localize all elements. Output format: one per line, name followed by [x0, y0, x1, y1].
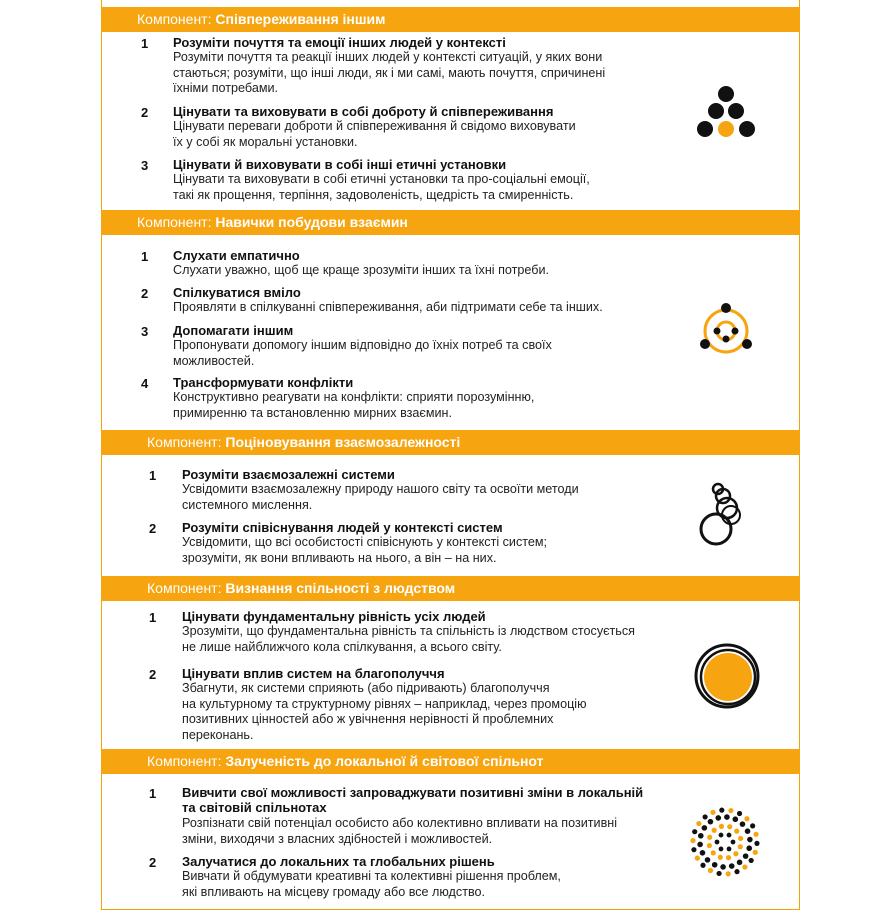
- component-prefix: Компонент:: [137, 214, 212, 230]
- item-number: 1: [141, 249, 149, 264]
- item-title: Розуміти співіснування людей у контексті систем: [182, 520, 503, 535]
- section-title: Співпереживання іншим: [215, 11, 386, 27]
- item-description: Розуміти почуття та реакції інших людей у контексті ситуацій, у яких вони стаються; розуміти, що інші люди, як і ми самі, мають почуття, спричинені їхніми потребами.: [173, 50, 606, 95]
- item-number: 2: [141, 105, 149, 120]
- item-description: Розпізнати свій потенціал особисто або колективно впливати на позитивні зміни, виходячи з власних здібностей і можливостей.: [182, 816, 618, 846]
- section-title: Визнання спільності з людством: [225, 580, 456, 596]
- item-number: 1: [141, 36, 149, 51]
- item-number: 2: [149, 855, 157, 870]
- item-title: Цінувати й виховувати в собі інші етичні установки: [173, 157, 507, 172]
- triad-circle-icon: [692, 298, 762, 362]
- dot-pyramid-icon: [692, 84, 762, 146]
- item-description: Зрозуміти, що фундаментальна рівність та спільність із людством стосується не лише найближчого кола спілкування, а всього світу.: [182, 624, 635, 654]
- linked-rings-icon: [696, 478, 752, 550]
- nested-circles-icon: [692, 640, 764, 712]
- component-prefix: Компонент:: [147, 580, 222, 596]
- item-title: Вивчити свої можливості запроваджувати позитивні зміни в локальній та світовій спільнотах: [182, 785, 644, 815]
- component-prefix: Компонент:: [147, 434, 222, 450]
- item-description: Цінувати та виховувати в собі етичні установки та про-соціальні емоції, такі як прощення, терпіння, задоволеність, щедрість та смиренність.: [173, 172, 590, 202]
- item-title: Спілкуватися вміло: [173, 285, 301, 300]
- item-description: Збагнути, як системи сприяють (або підривають) благополуччя на культурному та структурному рівнях – наприклад, через промоцію позитивних цінностей або ж увічнення нерівності й проблемних переконань.: [182, 681, 587, 742]
- item-title: Допомагати іншим: [173, 323, 294, 338]
- item-description: Вивчати й обдумувати креативні та колективні рішення проблем, які впливають на місцеву громаду або все людство.: [182, 869, 561, 899]
- item-title: Цінувати та виховувати в собі доброту й співпереживання: [173, 104, 554, 119]
- item-title: Цінувати фундаментальну рівність усіх людей: [182, 609, 486, 624]
- item-number: 3: [141, 324, 149, 339]
- section-title: Поціновування взаємозалежності: [225, 434, 461, 450]
- section-header: [101, 7, 800, 32]
- item-description: Конструктивно реагувати на конфлікти: сприяти порозумінню, примиренню та встановленню мирних взаємин.: [173, 390, 535, 420]
- item-number: 2: [149, 667, 157, 682]
- item-number: 2: [149, 521, 157, 536]
- section-header: [101, 749, 800, 774]
- item-number: 1: [149, 786, 157, 801]
- item-number: 3: [141, 158, 149, 173]
- section-title: Залученість до локальної й світової спільнот: [225, 753, 544, 769]
- item-title: Розуміти почуття та емоції інших людей у контексті: [173, 35, 506, 50]
- item-number: 2: [141, 286, 149, 301]
- item-description: Усвідомити взаємозалежну природу нашого світу та освоїти методи системного мислення.: [182, 482, 579, 512]
- section-header: [101, 430, 800, 455]
- dot-burst-icon: [690, 807, 760, 877]
- item-title: Цінувати вплив систем на благополуччя: [182, 666, 445, 681]
- item-description: Усвідомити, що всі особистості співіснують у контексті систем; зрозуміти, як вони впливають на нього, а він – на них.: [182, 535, 548, 565]
- section-title: Навички побудови взаємин: [215, 214, 408, 230]
- item-title: Трансформувати конфлікти: [173, 375, 354, 390]
- item-description: Слухати уважно, щоб ще краще зрозуміти інших та їхні потреби.: [173, 263, 550, 277]
- item-title: Слухати емпатично: [173, 248, 300, 263]
- component-prefix: Компонент:: [147, 753, 222, 769]
- item-number: 1: [149, 610, 157, 625]
- item-description: Пропонувати допомогу іншим відповідно до їхніх потреб та своїх можливостей.: [173, 338, 552, 368]
- section-header: [101, 210, 800, 235]
- item-number: 1: [149, 468, 157, 483]
- item-description: Цінувати переваги доброти й співпереживання й свідомо виховувати їх у собі як моральні установки.: [173, 119, 576, 149]
- item-title: Залучатися до локальних та глобальних рішень: [182, 854, 495, 869]
- section-header: [101, 576, 800, 601]
- item-title: Розуміти взаємозалежні системи: [182, 467, 395, 482]
- item-number: 4: [141, 376, 149, 391]
- component-prefix: Компонент:: [137, 11, 212, 27]
- item-description: Проявляти в спілкуванні співпереживання, аби підтримати себе та інших.: [173, 300, 603, 314]
